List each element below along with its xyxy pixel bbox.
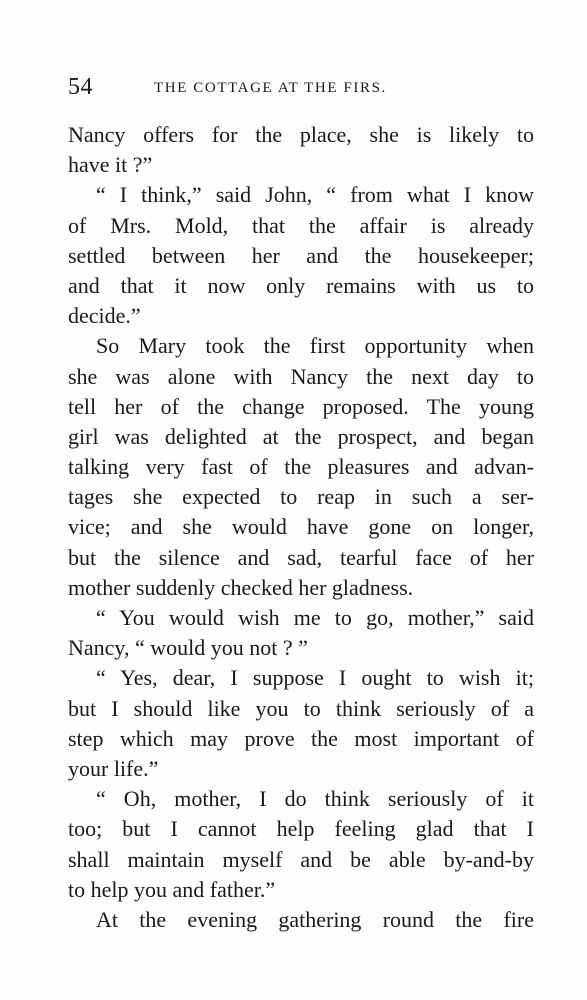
text-line: talking very fast of the pleasures and advan-: [68, 454, 534, 480]
text-line: and that it now only remains with us to: [68, 272, 534, 298]
text-line: vice; and she would have gone on longer,: [68, 514, 534, 540]
text-line: have it ?”: [68, 152, 153, 178]
text-line: your life.”: [68, 755, 159, 781]
body-text: [68, 120, 534, 935]
text-line: but the silence and sad, tearful face of her: [68, 544, 534, 570]
text-line: step which may prove the most important of: [68, 725, 534, 751]
text-line: “ I think,” said John, “ from what I know: [96, 182, 534, 208]
text-line: settled between her and the housekeeper;: [68, 242, 534, 268]
text-line: to help you and father.”: [68, 876, 276, 902]
text-line: Nancy offers for the place, she is likely to: [68, 122, 534, 147]
text-line: decide.”: [68, 303, 141, 329]
text-line: “ Oh, mother, I do think seriously of it: [96, 786, 534, 812]
text-line: mother suddenly checked her gladness.: [68, 574, 414, 600]
page-number: 54: [68, 74, 93, 100]
text-line: Nancy, “ would you not ? ”: [68, 635, 308, 661]
text-line: tell her of the change proposed. The young: [68, 393, 534, 419]
text-line: she was alone with Nancy the next day to: [68, 363, 534, 389]
text-line: So Mary took the first opportunity when: [96, 333, 534, 359]
text-line: too; but I cannot help feeling glad that I: [68, 816, 534, 842]
running-head: THE COTTAGE AT THE FIRS.: [154, 80, 387, 96]
text-line: tages she expected to reap in such a ser-: [68, 484, 534, 510]
text-line: of Mrs. Mold, that the affair is already: [68, 212, 534, 238]
text-line: shall maintain myself and be able by-and-by: [68, 846, 534, 872]
text-line: At the evening gathering round the fire: [96, 906, 534, 932]
text-line: “ Yes, dear, I suppose I ought to wish it;: [96, 665, 534, 691]
text-line: girl was delighted at the prospect, and began: [68, 423, 534, 449]
text-line: “ You would wish me to go, mother,” said: [96, 605, 534, 630]
page-header: [68, 70, 534, 106]
text-line: but I should like you to think seriously of a: [68, 695, 534, 721]
